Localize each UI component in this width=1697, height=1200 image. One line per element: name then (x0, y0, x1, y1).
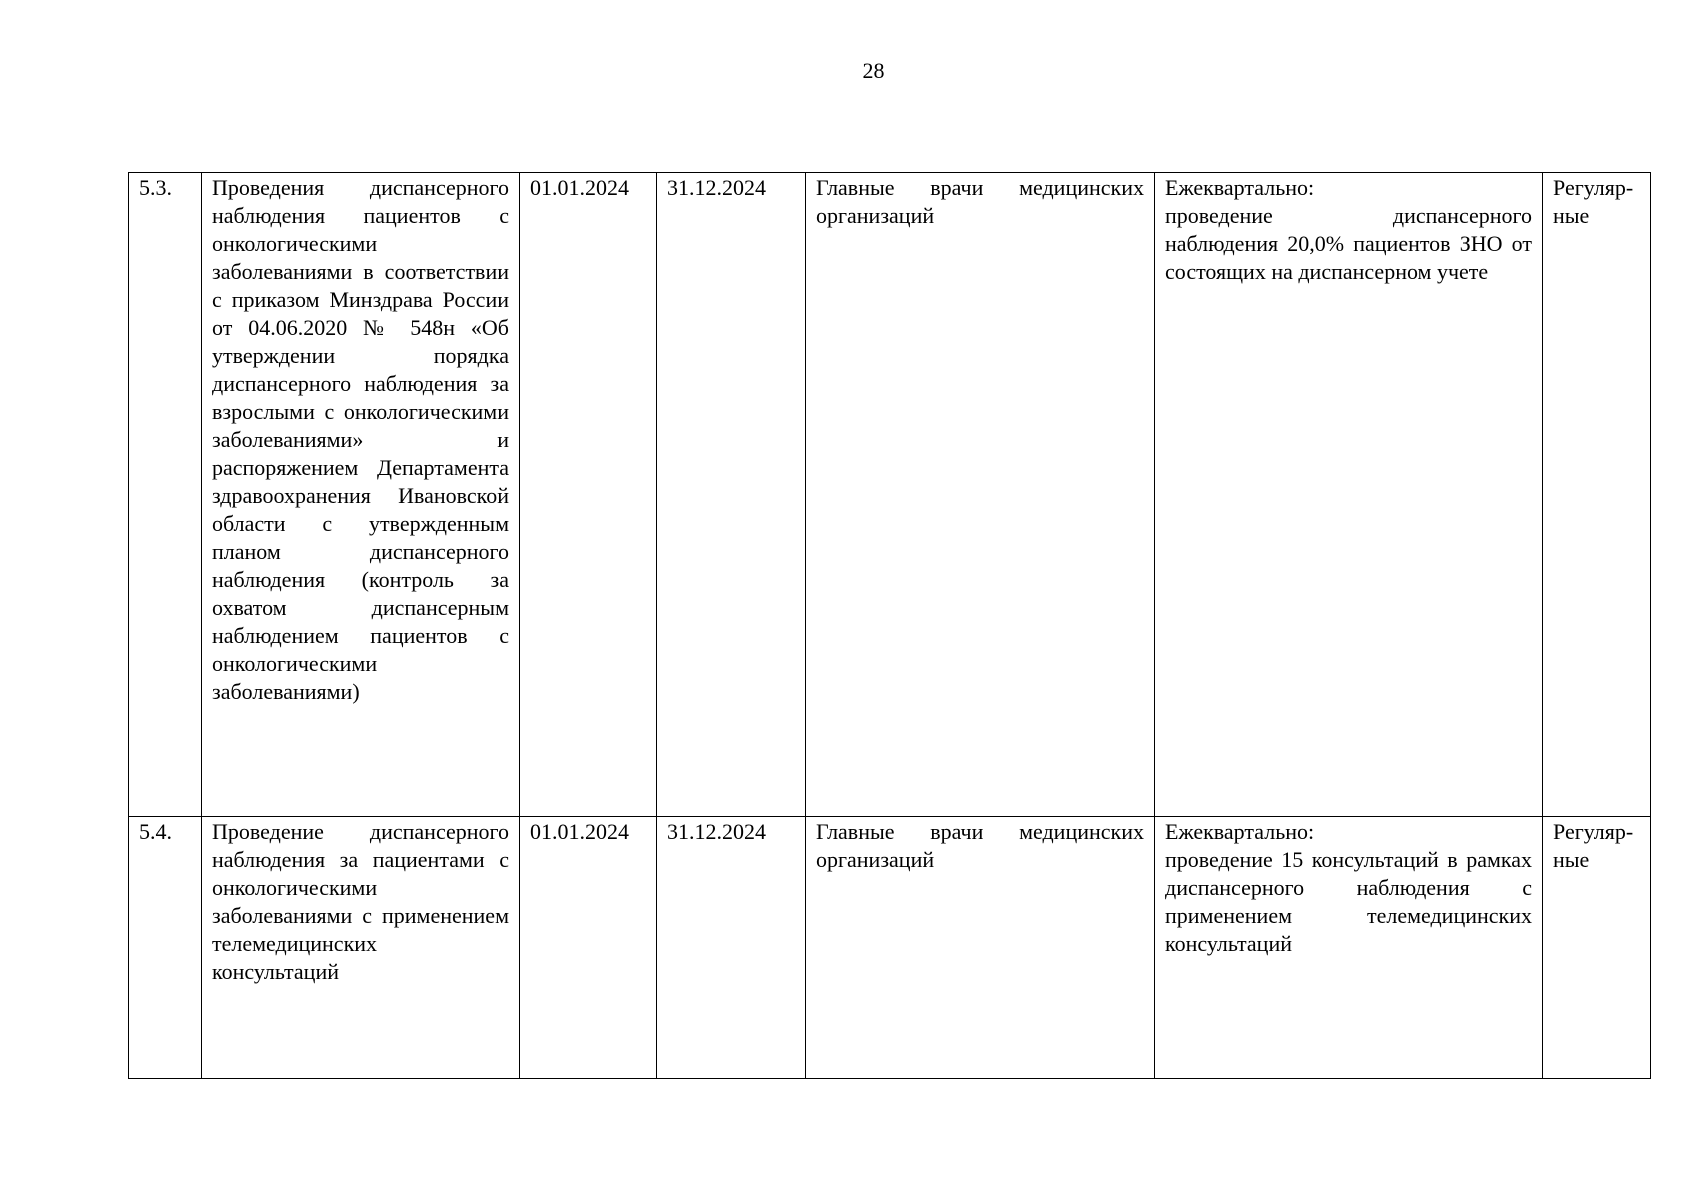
start-date-cell: 01.01.2024 (520, 173, 657, 817)
end-date-cell: 31.12.2024 (657, 817, 806, 1079)
action-plan-table (128, 172, 1651, 1079)
result-cell (1155, 173, 1543, 817)
start-date-cell: 01.01.2024 (520, 817, 657, 1079)
page-number: 28 (862, 58, 885, 83)
table-row (129, 817, 1651, 1079)
end-date-cell: 31.12.2024 (657, 173, 806, 817)
periodicity-cell: Регуляр-ные (1543, 173, 1651, 817)
row-number-cell: 5.3. (129, 173, 202, 817)
result-cell (1155, 817, 1543, 1079)
action-cell: Проведение диспансерного наблюдения за пациентами с онкологическими заболеваниями с применением телемедицинских консультаций (202, 817, 520, 1079)
result-text: проведение 15 консультаций в рамках диспансерного наблюдения с применением телемедицинских консультаций (1165, 847, 1532, 956)
result-heading: Ежеквартально: (1165, 819, 1315, 844)
result-heading: Ежеквартально: (1165, 175, 1315, 200)
table-row (129, 173, 1651, 817)
periodicity-cell: Регуляр-ные (1543, 817, 1651, 1079)
row-number-cell: 5.4. (129, 817, 202, 1079)
responsible-cell: Главные врачи медицинских организаций (806, 173, 1155, 817)
result-text: проведение диспансерного наблюдения 20,0% пациентов ЗНО от состоящих на диспансерном учете (1165, 203, 1532, 284)
action-cell: Проведения диспансерного наблюдения пациентов с онкологическими заболеваниями в соответствии с приказом Минздрава России от 04.06.2020 № 548н «Об утверждении порядка диспансерного наблюдения за взрослыми с онкологическими заболеваниями» и распоряжением Департамента здравоохранения Ивановской области с утвержденным планом диспансерного наблюдения (контроль за охватом диспансерным наблюдением пациентов с онкологическими заболеваниями) (202, 173, 520, 817)
responsible-cell: Главные врачи медицинских организаций (806, 817, 1155, 1079)
